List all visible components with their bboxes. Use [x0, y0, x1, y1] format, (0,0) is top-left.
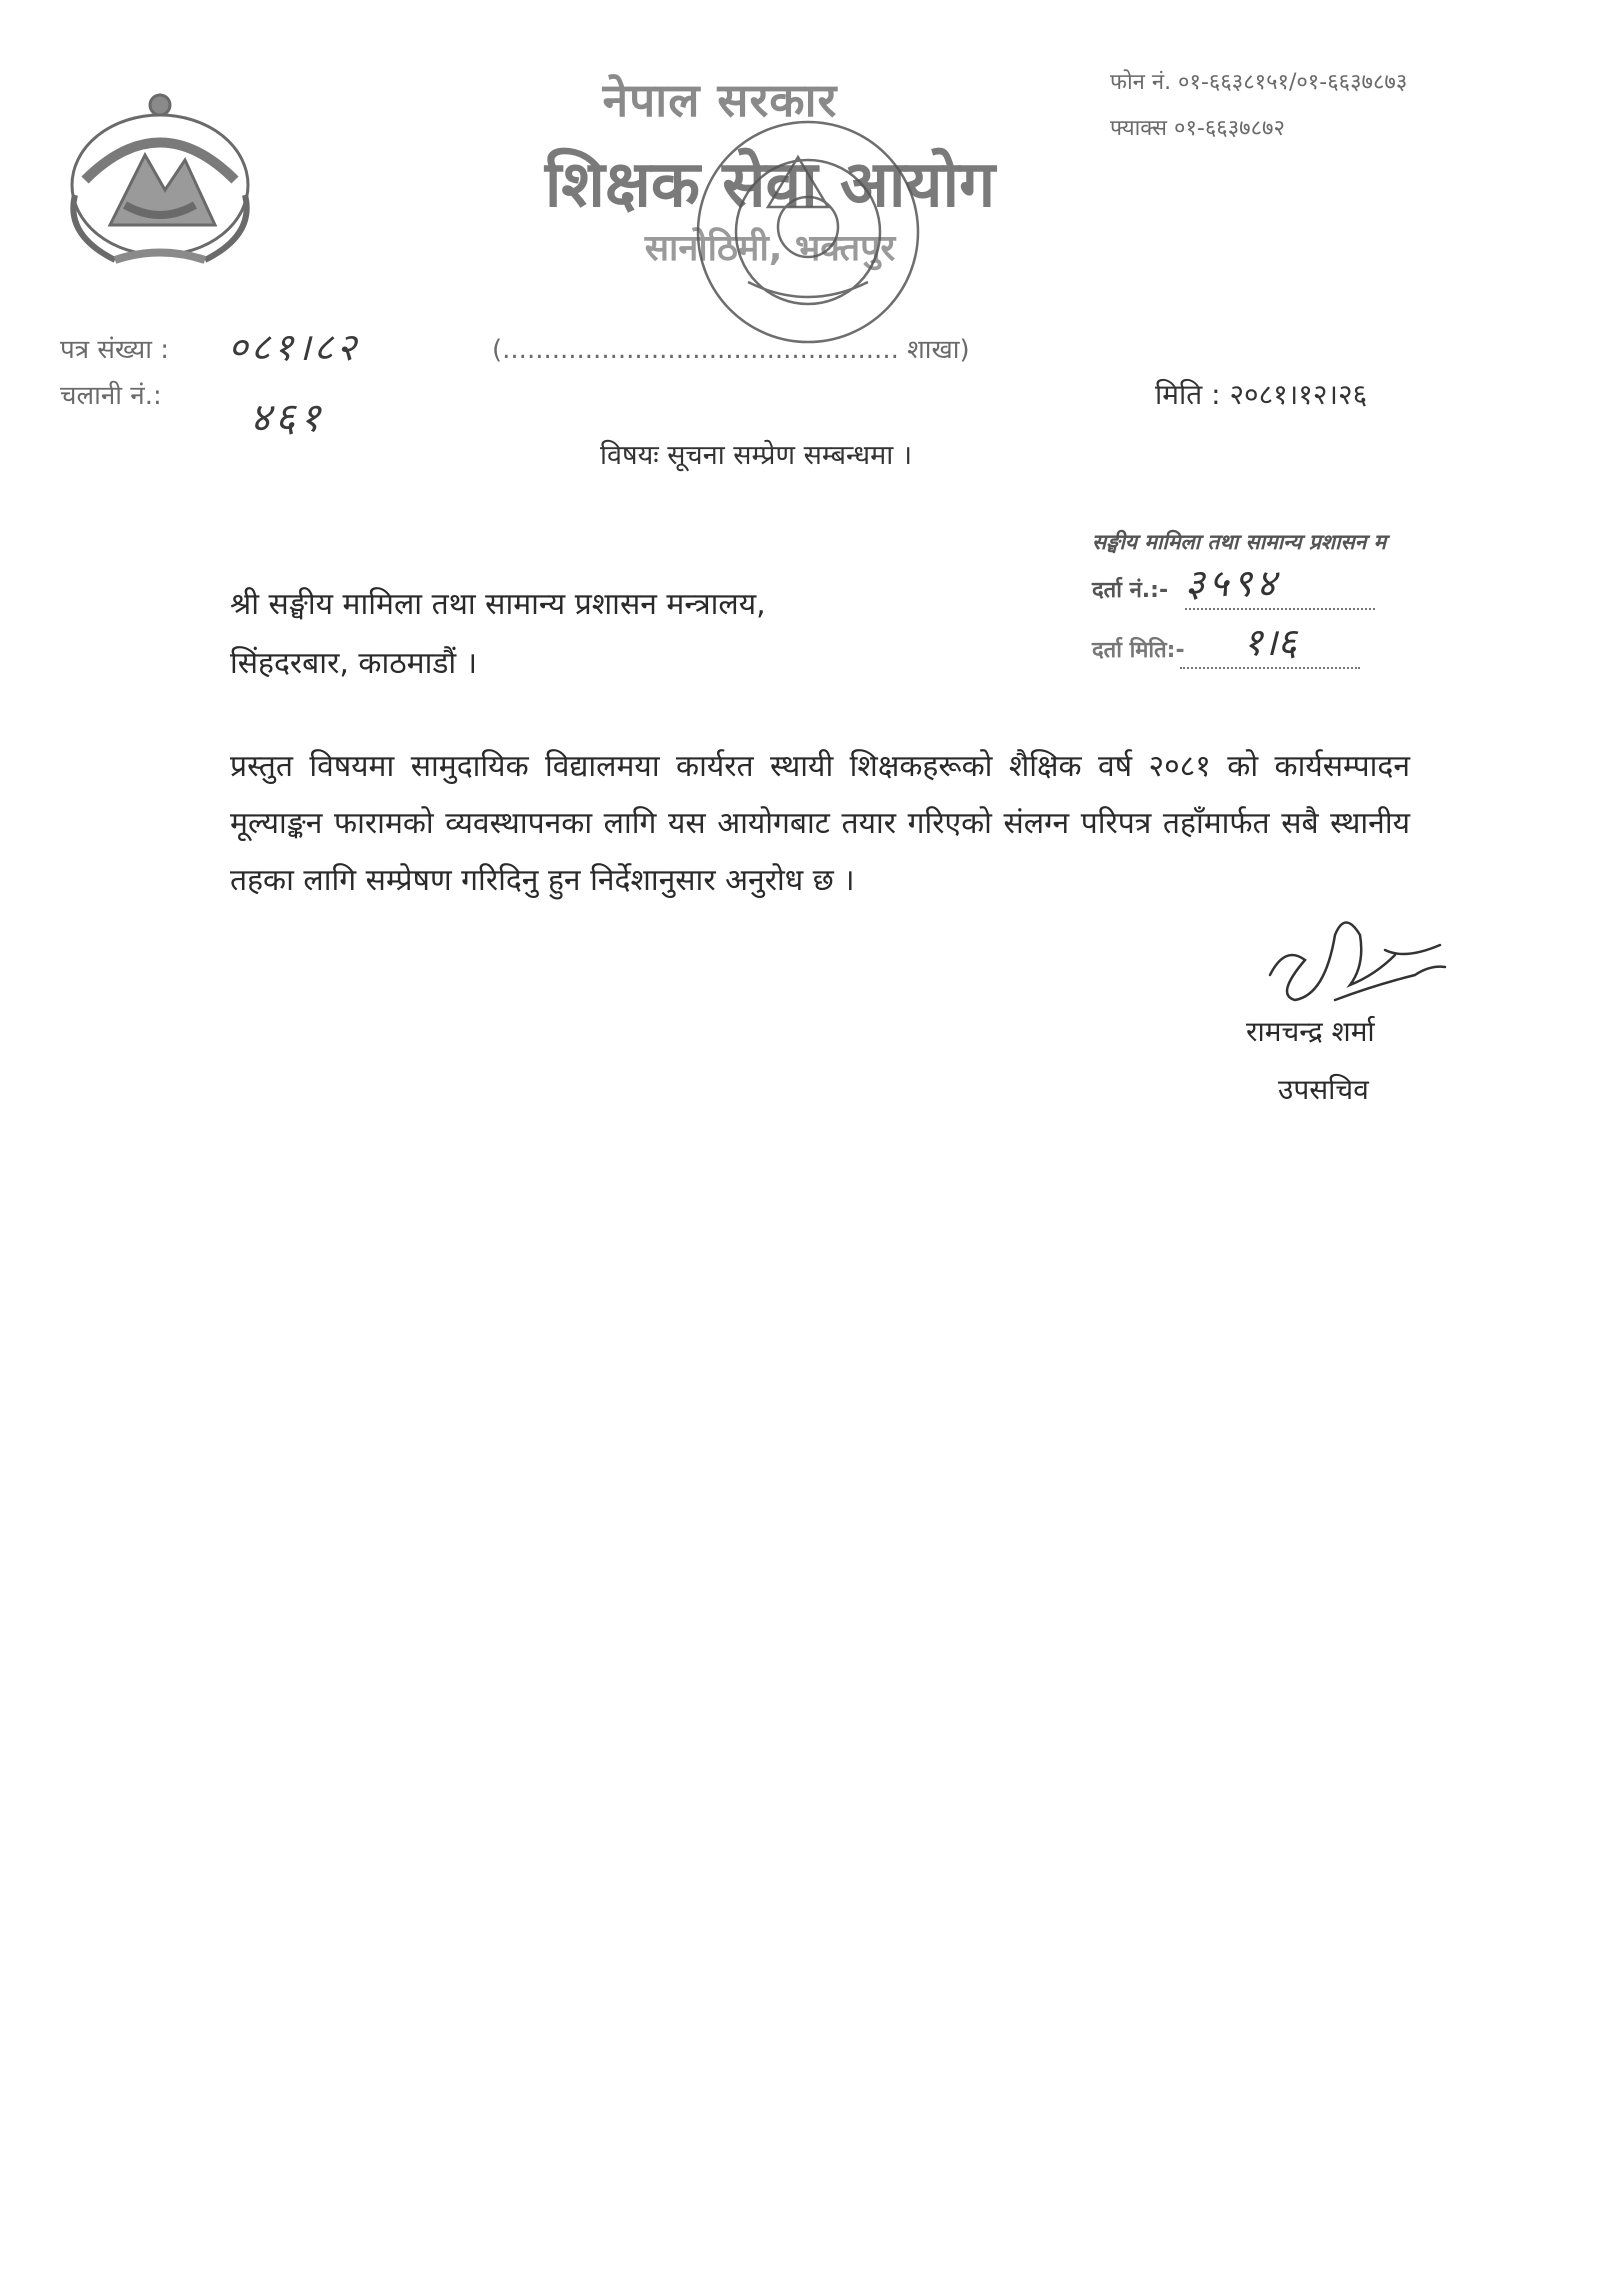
organization-name: शिक्षक सेवा आयोग [544, 148, 996, 222]
registration-number-label: दर्ता नं.:- [1092, 578, 1169, 603]
phone-number: फोन नं. ०१-६६३८१५१/०१-६६३७८७३ [1110, 70, 1408, 95]
received-stamp-title: सङ्घीय मामिला तथा सामान्य प्रशासन म [1092, 530, 1387, 554]
branch-line: (................................................ शाखा) [492, 335, 970, 365]
nepal-emblem-icon [55, 85, 265, 275]
official-seal-icon [688, 112, 928, 352]
government-name: नेपाल सरकार [602, 73, 838, 127]
subject-line: विषयः सूचना सम्प्रेण सम्बन्धमा । [600, 440, 913, 471]
body-paragraph: प्रस्तुत विषयमा सामुदायिक विद्यालमया कार्यरत स्थायी शिक्षकहरूको शैक्षिक वर्ष २०८१ को कार्यसम्पादन मूल्याङ्कन फारामको व्यवस्थापनका लागि यस आयोगबाट तयार गरिएको संलग्न परिपत्र तहाँमार्फत सबै स्थानीय तहका लागि सम्प्रेषण गरिदिनु हुन निर्देशानुसार अनुरोध छ । [230, 749, 1410, 898]
letter-number-label: पत्र संख्या : [60, 335, 170, 365]
registration-date-label: दर्ता मिति:- [1092, 638, 1185, 663]
addressee-line-1: श्री सङ्घीय मामिला तथा सामान्य प्रशासन मन्त्रालय, [230, 587, 766, 622]
dispatch-number-label: चलानी नं.: [60, 381, 162, 411]
letter-number-value: ०८१।८२ [228, 325, 360, 369]
letter-date: मिति : २०८१।१२।२६ [1155, 378, 1368, 411]
fax-number: फ्याक्स ०१-६६३७८७२ [1110, 116, 1285, 141]
addressee-line-2: सिंहदरबार, काठमाडौं । [230, 646, 478, 681]
signatory-name: रामचन्द्र शर्मा [1246, 1015, 1375, 1048]
signatory-title: उपसचिव [1278, 1073, 1369, 1106]
registration-number-value: ३५९४ [1185, 556, 1375, 610]
dispatch-number-value: ४६१ [250, 395, 325, 441]
handwritten-signature-icon [1265, 905, 1455, 1015]
registration-date-value: १।६ [1180, 615, 1360, 669]
organization-address: सानोठिमी, भक्तपुर [644, 228, 896, 269]
